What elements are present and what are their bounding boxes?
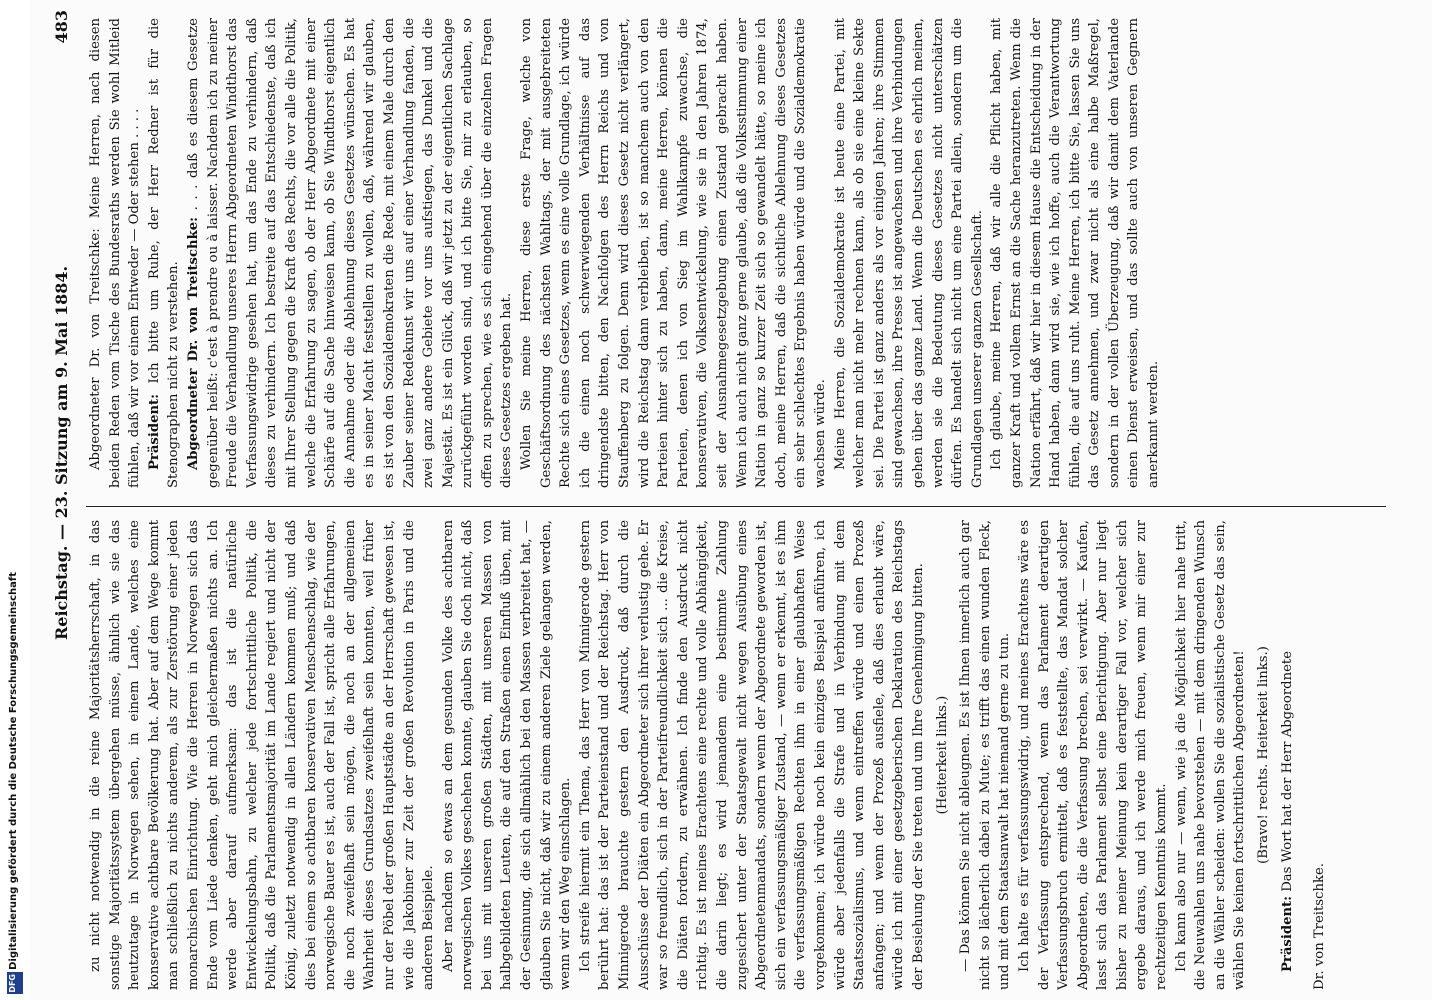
column-left — [86, 520, 1416, 990]
header-title: Reichstag. — 23. Sitzung am 9. Mai 1884. — [52, 265, 71, 640]
paragraph: Wollen Sie meine Herren, diese erste Frage, welche von Geschäftsordnung des nächsten Wahltags, der mit ausgebreiteten Rechte sich eines Gesetzes, wenn es eine volle Grundlage, ich würde ich die einen noch schwerwiegenden Verhältnisse auf das dringendste bitten, den Nachfolgen des Herrn Reichs und von Stauffenberg zu folgen. Denn wird dieses Gesetz nicht verlängert, wird die Reichstag dann verbleiben, ist so manchem auch von den Parteien hinter sich zu haben, dann, meine Herren, können die Parteien, denen ich von Sieg im Wahlkampfe zuwachse, die konservativen, die Volksentwickelung, wie sie in den Jahren 1874, seit der Ausnahmegesetzgebung einen Zustand gebracht haben. Wenn ich auch nicht ganz gerne glaube, daß die Volksstimmung einer Nation in ganz so kurzer Zeit sich so gewandelt hätte, so meine ich doch, meine Herren, daß die sichtliche Ablehnung dieses Gesetzes ein sehr schlechtes Ergebnis haben würde und die Sozialdemokratie wachsen würde. — [519, 18, 828, 488]
reaction-note: (Heiterkeit links.) — [934, 695, 950, 815]
speaker-label: Abgeordneter Dr. von Treitschke: — [185, 217, 201, 470]
president-line — [1278, 520, 1298, 990]
paragraph: Ich kann also nur — wenn, wie ja die Möglichkeit hier nahe tritt, die Neuwahlen uns nahe bevorstehen — mit dem dringenden Wunsch an die Wähler scheiden: wollen Sie die sozialistische Gesetz das sein, wählen Sie keinen fortschrittlichen Abgeordneten! — [1173, 520, 1248, 990]
scanned-page — [30, 0, 1432, 1000]
rotated-page-content — [46, 0, 1418, 1000]
president-text: Ich bitte um Ruhe, der Herr Redner ist für die Stenographen nicht zu verstehen. — [146, 18, 182, 488]
paragraph: — Das können Sie nicht ableugnen. Es ist Ihnen innerlich auch gar nicht so lächerlich dabei zu Mute; es trifft das einen wunden Fleck, und mit dem Staatsanwalt hat niemand gerne zu tun. — [958, 520, 1013, 990]
speaker-paragraph — [184, 18, 517, 488]
speaker-label: Präsident: — [146, 393, 162, 470]
paragraph: Ich glaube, meine Herren, daß wir alle die Pflicht haben, mit ganzer Kraft und vollem Ernst an die Sache heranzutreten. Wenn die Nation erfährt, daß wir hier in diesem Hause die Entscheidung in der Hand haben, dann wird sie, wie ich hoffe, auch die Verantwortung fühlen, die auf uns ruht. Meine Herren, ich bitte Sie, lassen Sie uns das Gesetz annehmen, und zwar nicht als eine halbe Maßregel, sondern in der vollen Überzeugung, daß wir damit dem Vaterlande einen Dienst erweisen, und das sollte auch von unseren Gegnern anerkannt werden. — [989, 18, 1162, 488]
speaker-name: Dr. von Treitschke. — [1312, 863, 1328, 990]
speaker-text: . . . daß es diesem Gesetze gegenüber heißt: c'est à prendre ou à laisser. Nachdem ich zu meiner Freude die Verhandlung unseres Herrn Abgeordneten Windthorst das Verfassungswidrige gesehen hat, um das Ende zu verhindern, daß dieses zu verhindern. Ich bestreite auf das Entschiedenste, daß ich mit Ihrer Stellung gegen die Kraft des Rechts, die vor alle die Politik, welche die Erfahrung zu sagen, ob der Herr Abgeordnete mit einer Schärfe auf die Sache hinweisen kann, ob Sie Windthorst eigentlich die Annahme oder die Ablehnung dieses Gesetzes wünschen. Es hat es in seiner Macht feststellen zu wollen, daß, während wir glauben, es ist von den Sozialdemokraten die Rede, mit einem Male durch den Zauber seiner Redekunst wir uns auf einer Verhandlung fanden, die zwei ganz andere Gebiete vor uns aufstiegen, das Dunkel und die Majestät. Es ist ein Glück, daß wir jetzt zu der eigentlichen Sachlage zurückgeführt worden sind, und ich bitte Sie, mir zu erlauben, so offen zu sprechen, wie es sich eingehend über die einzelnen Fragen dieses Gesetzes ergeben hat. — [185, 18, 515, 488]
president-line — [145, 18, 184, 488]
paragraph: Ich streife hiermit ein Thema, das Herr von Minnigerode gestern berührt hat: das ist der Parteienstand und der Reichstag. Herr von Minnigerode brauchte gestern den Ausdruck, daß durch die Ausschüsse der Diäten ein Abgeordneter sich ihrer verlustig gehe. Er war so freundlich, sich in der Parteifreundlichkeit sich ... die Kreise, die Diäten fordern, zu erwähnen. Ich finde den Ausdruck nicht richtig. Es ist meines Erachtens eine rechte und volle Abhängigkeit, die darin liegt; es wird jemandem eine bestimmte Zahlung zugesichert unter der Staatsgewalt nicht wegen Ausübung eines Abgeordnetenmandats, sondern wenn der Abgeordnete geworden ist, sich ein verfassungsmäßiger Zustand, — wenn er erkennt, ist es ihm die verfassungsmäßigen Rechten ihm in einer glaubhaften Weise vorgekommen; ich würde noch kein einziges Beispiel anführen, ich würde aber jedenfalls die Strafe und in Verbindung mit dem Staatssozialismus, und wenn eintreffen würde und einen Prozeß anfangen; und wenn der Prozeß ausfiele, daß dies erlaubt wäre, würde ich mit einer gesetzgeberischen Deklaration des Reichstags der Besiehung der Sie treten und um Ihre Genehmigung bitten. — [577, 520, 926, 990]
paragraph: zu nicht notwendig in die reine Majoritätsherrschaft, in das sonstige Majoritätssystem übergehen müsse, ähnlich wie sie das heutzutage in Norwegen sehen, in einem Lande, welches eine konservative achtbare Bevölkerung hat. Aber auf dem Wege kommt man schließlich zu nichts anderem, als zur Zerstörung einer jeden monarchischen Einrichtung. Wie die Herren in Norwegen sich das Ende vom Liede denken, geht mich gleichermaßen nichts an. Ich werde aber darauf aufmerksam: das ist die natürliche Entwickelungsbahn, zu welcher jede fortschrittliche Politik, die Politik, daß die Parlamentsmajorität im Lande regiert und nicht der König, zuletzt notwendig in allen Ländern kommen muß; und daß dies bei einem so achtbaren konservativen Menschenschlag, wie der norwegische Bauer es ist, auch der Fall ist, spricht alle Erfahrungen, die noch zweifelhaft sein mögen, die noch an der allgemeinen Wahrheit dieses Grundsatzes zweifelhaft sein konnten, weil früher nur der Pöbel der großen Hauptstädte an der Herrschaft gewesen ist, wie die Jakobiner zur Zeit der großen Revolution in Paris und die anderen Beispiele. — [88, 520, 437, 990]
paragraph: Abgeordneter Dr. von Treitschke: Meine Herren, nach diesen beiden Reden vom Tische des Bundesraths werden Sie wohl Mitleid fühlen, daß wir vor einem Entweder — Oder stehen . . . . — [88, 18, 143, 488]
president-text: Das Wort hat der Herr Abgeordnete — [1279, 651, 1295, 892]
column-right — [86, 18, 1416, 488]
paragraph: Meine Herren, die Sozialdemokratie ist heute eine Partei, mit welcher man nicht mehr rechnen kann, als ob sie eine kleine Sekte sei. Die Partei ist ganz anders als vor einigen Jahren; ihre Stimmen sind gewachsen, ihre Presse ist angewachsen und ihre Verbindungen gehen über das ganze Land. Wenn die Deutschen es ehrlich meinen, werden sie die Bedeutung dieses Gesetzes nicht unterschätzen dürfen. Es handelt sich nicht um eine Partei allein, sondern um die Grundlagen unserer ganzen Gesellschaft. — [832, 18, 985, 488]
paragraph: Aber nachdem so etwas an dem gesunden Volke des achtbaren norwegischen Volkes geschehen konnte, glauben Sie doch nicht, daß bei uns mit unseren großen Städten, mit unseren Massen von halbgebildeten Leuten, die auf den Straßen einen Einfluß üben, mit der Gesinnung, die sich allmählich bei den Massen verbreitet hat, — glauben Sie nicht, daß wir zu einem anderen Ziele gelangen werden, wenn wir den Weg einschlagen. — [440, 520, 574, 990]
digitization-sidebar — [0, 0, 30, 1000]
reaction-note: (Bravo! rechts. Heiterkeit links.) — [1256, 646, 1272, 864]
column-divider — [86, 506, 1386, 507]
page-number: 483 — [52, 10, 71, 44]
digitization-credit: Digitalisierung gefördert durch die Deutsche Forschungsgemeinschaft — [8, 572, 19, 970]
page-header — [46, 0, 80, 1000]
dfg-logo-text: DFG — [8, 974, 17, 993]
speaker-label: Präsident: — [1279, 895, 1295, 972]
dfg-logo-icon — [7, 972, 23, 994]
paragraph: Ich halte es für verfassungswidrig, und meines Erachtens wäre es der Verfassung entsprechend, wenn das Parlament derartigen Verfassungsbruch ermittelt, daß es feststellte, das Mandat solcher Abgeordneten, die die Verfassung brechen, sei verwirkt. — Kaufen, lasst sich das Parlament selbst eine Berichtigung. Aber nur liegt bisher zu meiner Meinung kein derartiger Fall vor, welcher sich ergebe daraus, und ich werde mich freuen, wenn mir einer zur rechtzeitigen Kenntnis kommt. — [1016, 520, 1170, 990]
